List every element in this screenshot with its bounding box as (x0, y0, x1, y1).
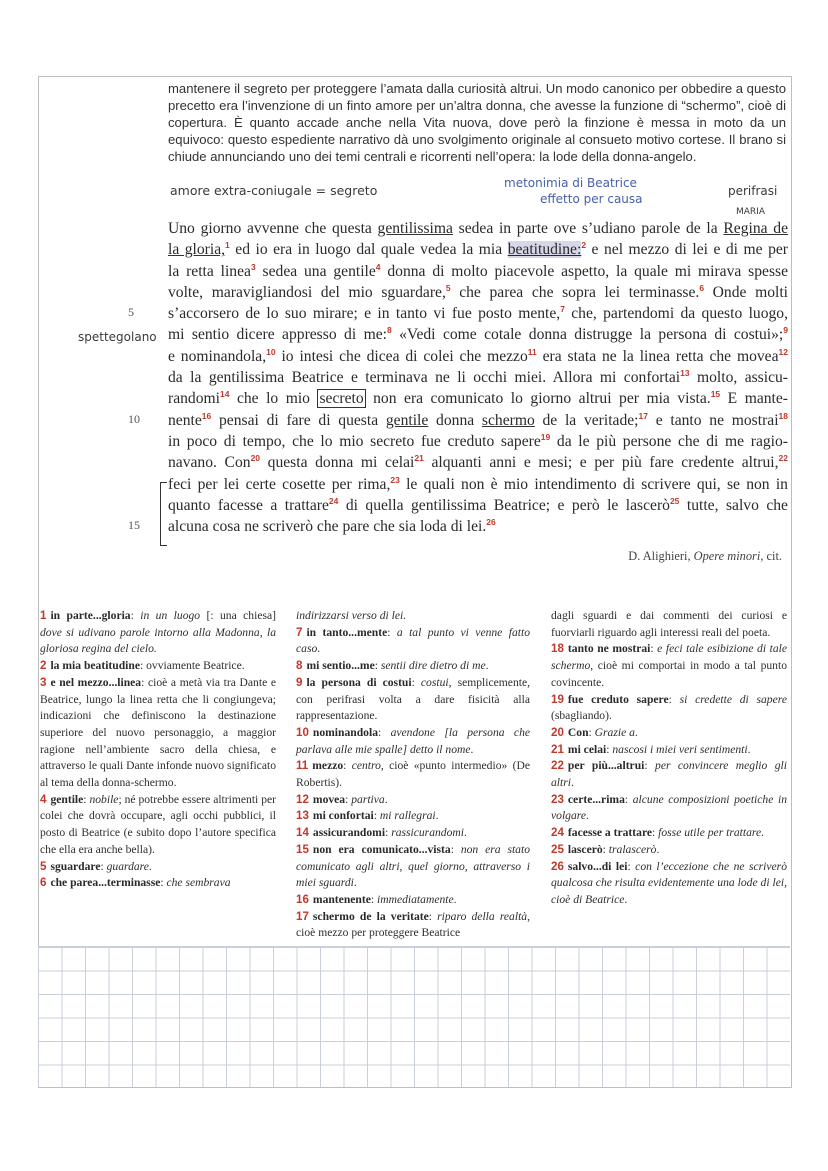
text-line: Uno giorno avvenne che questa gentilissima sedea in parte ove s’udiano parole de la Regina de (168, 220, 788, 237)
note-ref: 13 (680, 368, 690, 379)
note-ref: 23 (390, 474, 400, 485)
text-line: la gloria,$^1$ ed io era in luogo dal quale vedea la mia beatitudine:$^2$ e nel mezzo di lei e di me per (168, 240, 788, 259)
handwritten-note-amore: amore extra-coniugale = segreto (170, 183, 378, 198)
note-ref: 20 (250, 453, 261, 464)
footnote: 16 mantenente: immediatamente. (296, 892, 457, 906)
note-ref: 3 (250, 261, 256, 272)
footnote: 1 in parte...gloria: in un luogo [: una chiesa] dove si udivano parole intorno alla Madonna, la gloriosa regina del cielo. (40, 609, 276, 656)
footnote: 2 la mia beatitudine: ovviamente Beatrice. (40, 659, 245, 673)
note-ref: 15 (710, 389, 721, 400)
footnote: 19 fue creduto sapere: si credette di sapere (sbagliando). (551, 692, 787, 723)
text-line: la retta linea$^3$ sedea una gentile$^4$ donna di molto piacevole aspetto, la quale mi mirava spesse (168, 261, 789, 280)
note-ref: 10 (266, 346, 276, 357)
footnote: indirizzarsi verso di lei. (296, 609, 407, 622)
line-number: 5 (128, 305, 134, 319)
footnote: 15 non era comunicato...vista: non era stato comunicato agli altri, quel giorno, attraverso i miei sguardi. (296, 842, 530, 890)
footnote: 20 Con: Grazie a. (551, 725, 638, 739)
note-ref: 11 (527, 346, 537, 357)
note-ref: 21 (414, 453, 424, 464)
note-ref: 6 (699, 282, 705, 293)
underlined-word: schermo (481, 411, 535, 429)
footnote: 7 in tanto...mente: a tal punto vi venne fatto caso. (296, 625, 530, 656)
handwritten-note-perifrasi: perifrasi (728, 184, 778, 198)
text-line: randomi$^{14}$ che lo mio secreto non era comunicato lo giorno altrui per mia vista.$^{15}$ E mante- (168, 389, 788, 408)
underlined-word: gentilissima (377, 220, 453, 237)
text-line: nente$^{16}$ pensai di fare di questa gentile donna schermo de la veritade;$^{17}$ e tanto ne mostrai$^{18}$ (168, 410, 789, 429)
footnote: 26 salvo...di lei: con l’eccezione che ne scriverò qualcosa che risulta evidentemente una lode di lei, cioè di Beatrice. (551, 859, 787, 906)
footnote: 5 sguardare: guardare. (40, 859, 152, 873)
note-ref: 24 (328, 495, 339, 506)
intro-paragraph (168, 81, 786, 166)
text-line: s’accorsero de lo suo mirare; e in tanto vi fue posto mente,$^7$ che, partendomi da questo luogo, (168, 304, 788, 323)
footnote: dagli sguardi e dai commenti dei curiosi e fuorviarli riguardo agli interessi reali del poeta. (551, 609, 787, 639)
footnote: 11 mezzo: centro, cioè «punto intermedio» (De Robertis). (296, 759, 530, 790)
note-ref: 14 (219, 389, 230, 400)
footnote: 8 mi sentio...me: sentii dire dietro di me. (296, 659, 489, 673)
note-ref: 17 (638, 410, 648, 421)
note-ref: 22 (778, 453, 788, 464)
footnote: 17 schermo de la veritate: riparo della realtà, cioè mezzo per proteggere Beatrice (296, 909, 530, 940)
handwritten-note-spettegolano: spettegolano (78, 330, 157, 344)
note-ref: 9 (783, 325, 789, 336)
note-ref: 8 (386, 325, 392, 336)
note-ref: 1 (225, 240, 230, 251)
footnote: 13 mi confortai: mi rallegrai. (296, 809, 439, 823)
note-ref: 2 (581, 240, 587, 251)
notes-column-2 (296, 608, 530, 942)
boxed-word: secreto (319, 390, 364, 408)
text-line: alcuna cosa ne scriverò che pare che sia loda di lei.$^{26}$ (168, 517, 496, 536)
line-number: 10 (128, 412, 140, 426)
note-ref: 5 (445, 282, 451, 293)
note-ref: 16 (201, 410, 212, 421)
text-line: e nominandola,$^{10}$ io intesi che dicea di colei che mezzo$^{11}$ era stata ne la linea retta che movea$^{12}$ (168, 346, 788, 365)
underlined-word: gentile (385, 411, 429, 429)
note-ref: 7 (560, 304, 565, 315)
note-ref: 25 (669, 495, 680, 506)
text-line: navano. Con$^{20}$ questa donna mi celai$^{21}$ alquanti anni e mesi; e per più fare credente altrui,$^{22}$ (168, 453, 788, 472)
footnote: 22 per più...altrui: per convincere meglio gli altri. (551, 759, 787, 790)
footnote: 14 assicurandomi: rassicurandomi. (296, 826, 467, 840)
main-text (168, 218, 788, 537)
footnote: 12 movea: partiva. (296, 792, 388, 806)
handwritten-note-metonimia: metonimia di Beatrice (504, 176, 637, 190)
handwritten-note-maria: MARIA (736, 207, 765, 217)
footnote: 18 tanto ne mostrai: e feci tale esibizione di tale schermo, cioè mi comportai in modo a tal punto covincente. (551, 642, 787, 689)
handwritten-note-effetto: effetto per causa (540, 192, 643, 206)
notes-column-3 (551, 608, 787, 909)
highlighted-word: beatitudine: (507, 241, 582, 259)
text-line: quanto facesse a trattare$^{24}$ di quella gentilissima Beatrice; e però le lascerò$^{25}$ tutte, salvo che (168, 495, 788, 514)
intro-text: mantenere il segreto per proteggere l’amata dalla curiosità altrui. Un modo canonico per obbedire a questo precetto era l’invenzione di un finto amore per un’altra donna, che avesse la funzione di “schermo”, cioè di copertura. È quanto accade anche nella Vita nuova, dove però la finzione è messa in moto da un equivoco: questo espediente narrativo dà uno svolgimento originale al consueto motivo cortese. Il brano si chiude annunciando uno dei temi centrali e ricorrenti nell’opera: la lode della donna-angelo. (168, 81, 786, 164)
footnote: 25 lascerò: tralascerò. (551, 842, 660, 856)
note-ref: 18 (778, 410, 789, 421)
footnote: 24 facesse a trattare: fosse utile per trattare. (551, 826, 765, 840)
source-citation: D. Alighieri, Opere minori, cit. (628, 549, 782, 563)
footnote: 6 che parea...terminasse: che sembrava (40, 876, 231, 890)
footnote: 9 la persona di costui: costui, semplicemente, con perifrasi volta a dare fisicità alla rappresentazione. (296, 675, 531, 723)
footnote: 3 e nel mezzo...linea: cioè a metà via tra Dante e Beatrice, lungo la linea retta che li congiungeva; indicazioni che definiscono la destinazione superiore del nuovo personaggio, a maggior ragione nell’ambiente sacro della chiesa, e attraverso le quali Dante infonde nuovo significato al tema della donna-schermo. (40, 675, 276, 790)
text-line: mi sentio dicere appresso di me:$^8$ «Vedi come cotale donna distrugge la persona di costui»;$^9$ (168, 325, 789, 344)
footnote: 21 mi celai: nascosi i miei veri sentimenti. (551, 742, 751, 756)
notes-column-1 (40, 608, 276, 892)
note-ref: 19 (540, 431, 551, 442)
note-ref: 4 (375, 261, 381, 272)
text-line: feci per lei certe cosette per rima,$^{23}$ le quali non è mio intendimento di scrivere qui, se non in (168, 474, 788, 493)
text-line: da la gentilissima Beatrice e terminava ne li occhi miei. Allora mi confortai$^{13}$ molto, assicu- (168, 368, 788, 387)
line-number: 15 (128, 518, 140, 532)
graph-paper-area (38, 946, 790, 1087)
note-ref: 26 (486, 517, 496, 528)
footnote: 4 gentile: nobile; né potrebbe essere altrimenti per colei che dovrà occupare, agli occhi pubblici, il posto di Beatrice (e subito dopo l’autore specifica che ella era anche bella). (40, 792, 276, 856)
note-ref: 12 (778, 346, 788, 357)
footnote: 10 nominandola: avendone [la persona che parlava alle mie spalle] detto il nome. (296, 725, 531, 756)
underlined-word: Regina de (723, 220, 788, 237)
footnote: 23 certe...rima: alcune composizioni poetiche in volgare. (551, 792, 788, 823)
text-line: in poco di tempo, che lo mio secreto fue creduto sapere$^{19}$ da le più persone che di me ragio- (168, 431, 788, 450)
text-line: volte, maravigliandosi del mio sguardare,$^5$ che parea che sopra lei terminasse.$^6$ Onde molti (168, 282, 788, 301)
handwritten-bracket (160, 482, 167, 546)
